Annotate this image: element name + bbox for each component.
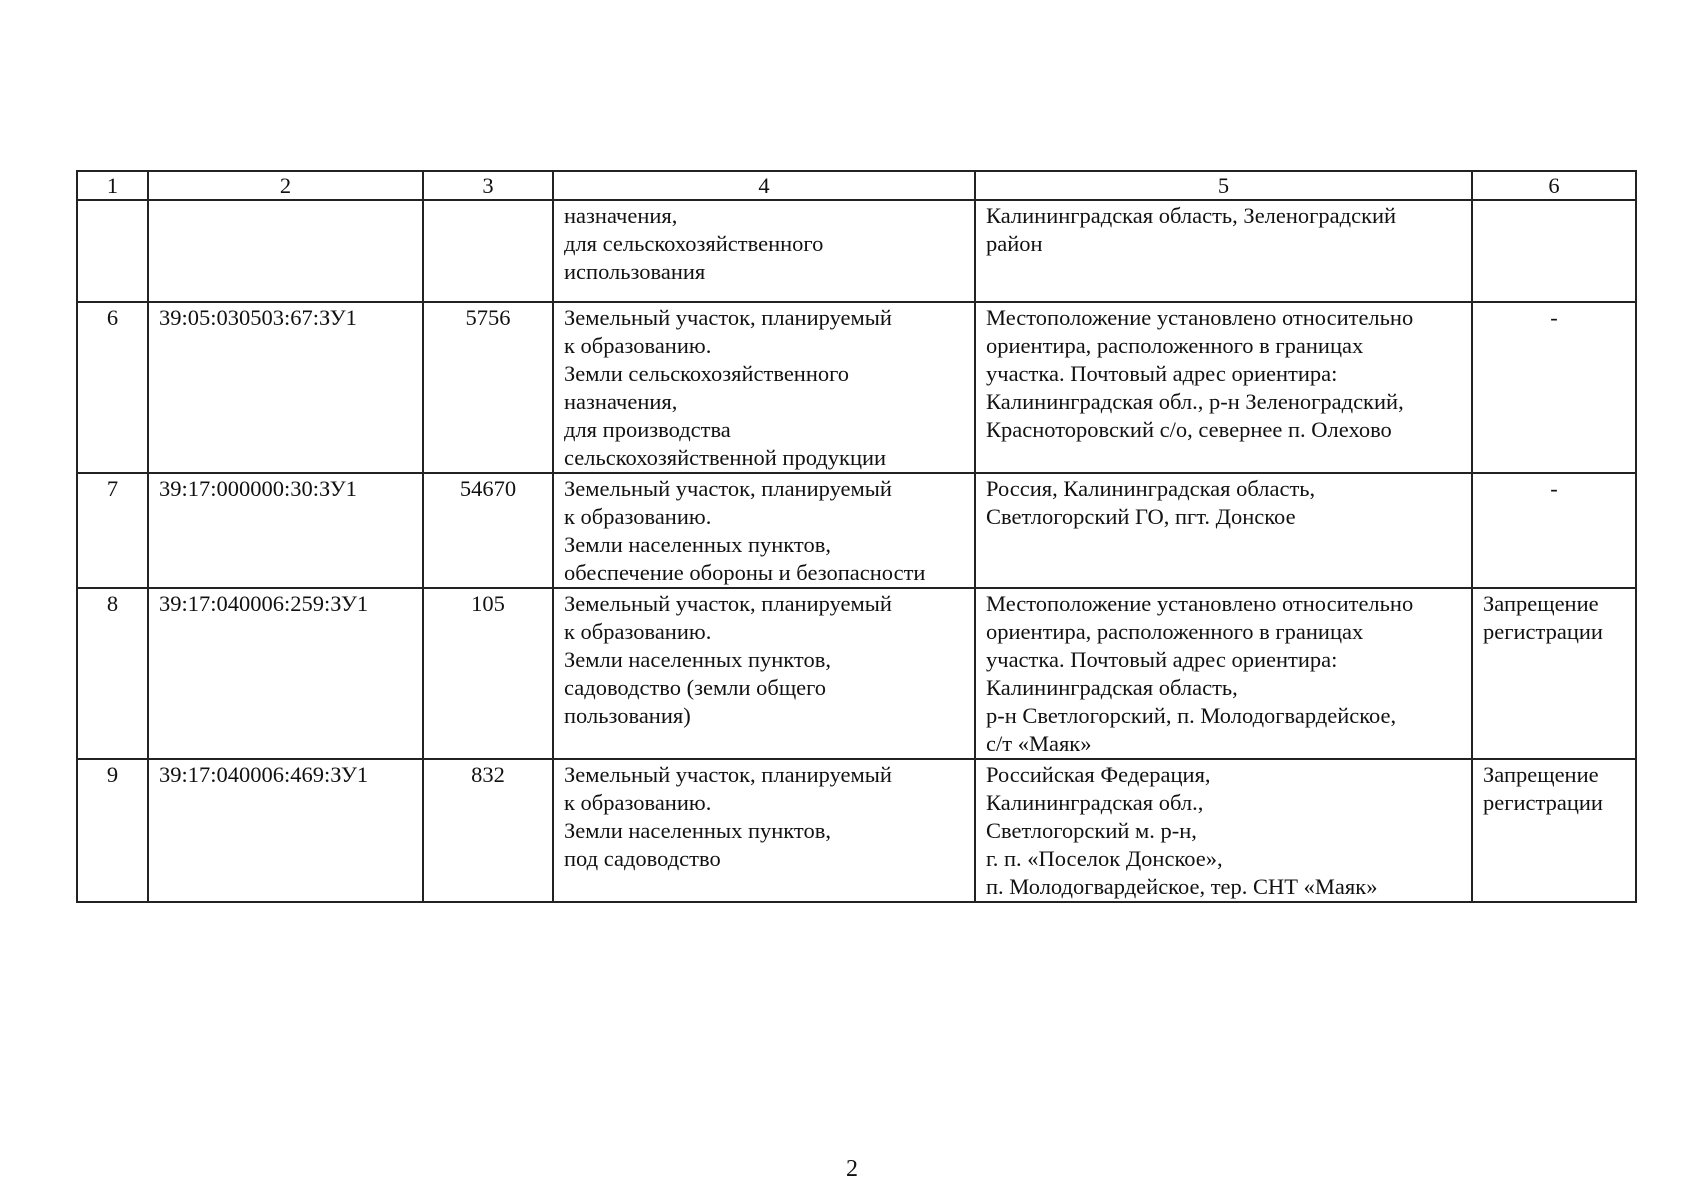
cadastral-number: 39:05:030503:67:ЗУ1 xyxy=(148,302,423,473)
restriction: - xyxy=(1472,302,1636,473)
cadastral-number: 39:17:040006:259:ЗУ1 xyxy=(148,588,423,759)
column-header-4: 4 xyxy=(553,171,975,200)
restriction: Запрещение регистрации xyxy=(1472,588,1636,759)
restriction: - xyxy=(1472,473,1636,588)
column-header-2: 2 xyxy=(148,171,423,200)
plot-location: Калининградская область, Зеленоградский район xyxy=(975,200,1472,302)
row-number: 8 xyxy=(77,588,148,759)
table-row xyxy=(77,473,1636,588)
cadastral-number: 39:17:040006:469:ЗУ1 xyxy=(148,759,423,902)
restriction xyxy=(1472,200,1636,302)
plot-location: Россия, Калининградская область, Светлогорский ГО, пгт. Донское xyxy=(975,473,1472,588)
row-number: 9 xyxy=(77,759,148,902)
table-row xyxy=(77,759,1636,902)
area: 54670 xyxy=(423,473,553,588)
cadastral-number: 39:17:000000:30:ЗУ1 xyxy=(148,473,423,588)
row-number: 6 xyxy=(77,302,148,473)
plot-location: Местоположение установлено относительно ориентира, расположенного в границах участка. Почтовый адрес ориентира: Калининградская область, р-н Светлогорский, п. Молодогвардейское, с/т «Маяк» xyxy=(975,588,1472,759)
column-header-1: 1 xyxy=(77,171,148,200)
column-header-6: 6 xyxy=(1472,171,1636,200)
row-number xyxy=(77,200,148,302)
area: 832 xyxy=(423,759,553,902)
table-row xyxy=(77,302,1636,473)
column-header-5: 5 xyxy=(975,171,1472,200)
plot-description: Земельный участок, планируемый к образованию. Земли сельскохозяйственного назначения, для производства сельскохозяйственной продукции xyxy=(553,302,975,473)
cadastral-number xyxy=(148,200,423,302)
plot-description: назначения, для сельскохозяйственного использования xyxy=(553,200,975,302)
page-number: 2 xyxy=(846,1156,858,1182)
plot-location: Местоположение установлено относительно ориентира, расположенного в границах участка. Почтовый адрес ориентира: Калининградская обл., р-н Зеленоградский, Красноторовский с/о, севернее п. Олехово xyxy=(975,302,1472,473)
table-row xyxy=(77,588,1636,759)
plot-location: Российская Федерация, Калининградская обл., Светлогорский м. р-н, г. п. «Поселок Донское», п. Молодогвардейское, тер. СНТ «Маяк» xyxy=(975,759,1472,902)
row-number: 7 xyxy=(77,473,148,588)
land-plots-table xyxy=(76,170,1637,903)
restriction: Запрещение регистрации xyxy=(1472,759,1636,902)
table-row xyxy=(77,200,1636,302)
table-header-row xyxy=(77,171,1636,200)
area: 105 xyxy=(423,588,553,759)
area: 5756 xyxy=(423,302,553,473)
plot-description: Земельный участок, планируемый к образованию. Земли населенных пунктов, обеспечение обороны и безопасности xyxy=(553,473,975,588)
area xyxy=(423,200,553,302)
column-header-3: 3 xyxy=(423,171,553,200)
plot-description: Земельный участок, планируемый к образованию. Земли населенных пунктов, садоводство (земли общего пользования) xyxy=(553,588,975,759)
plot-description: Земельный участок, планируемый к образованию. Земли населенных пунктов, под садоводство xyxy=(553,759,975,902)
